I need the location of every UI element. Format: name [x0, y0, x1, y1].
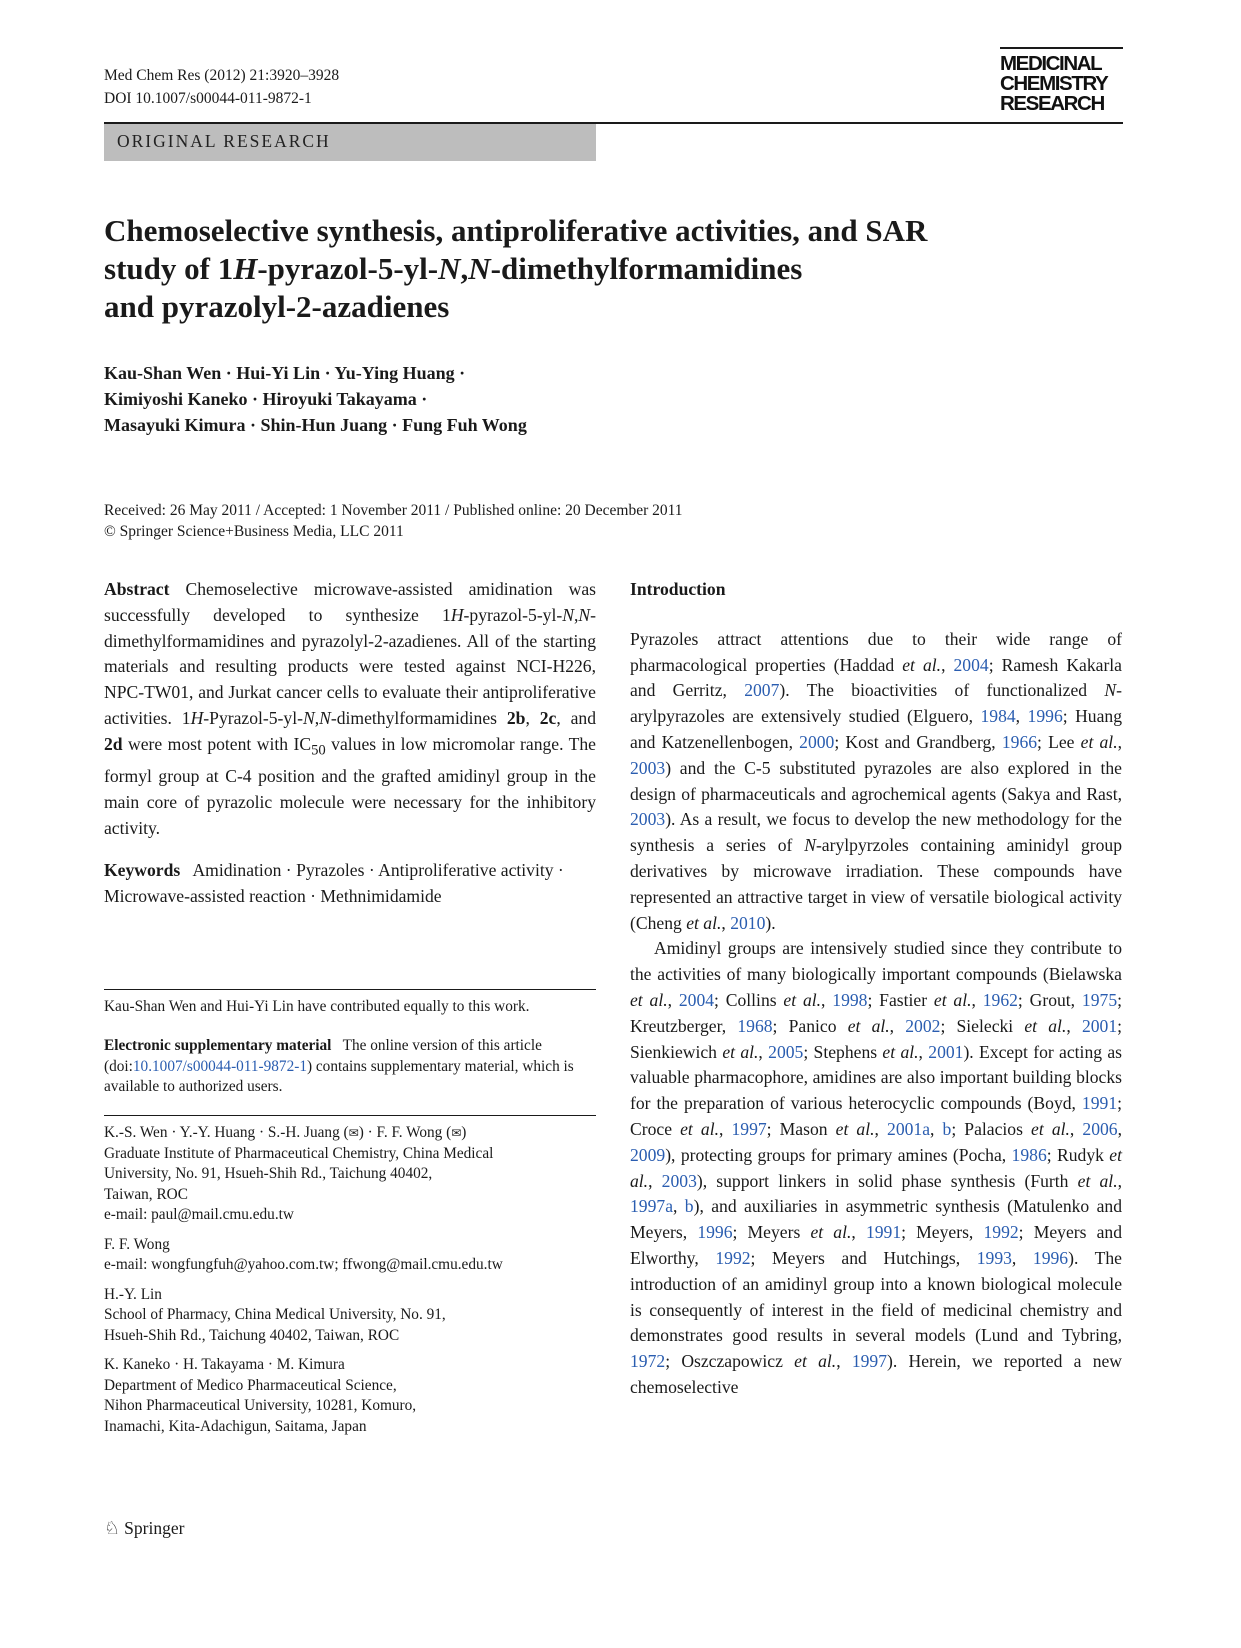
introduction-text: ; Rudyk: [1046, 1144, 1110, 1165]
article-title: [104, 212, 1104, 326]
envelope-icon[interactable]: ✉: [451, 1126, 462, 1140]
introduction-text: ; Grout,: [1017, 989, 1082, 1010]
citation-link[interactable]: 1991: [1081, 1093, 1118, 1114]
introduction-text: ), protecting groups for primary amines (Pocha,: [665, 1144, 1012, 1165]
affiliation-line: Nihon Pharmaceutical University, 10281, Komuro,: [104, 1397, 417, 1414]
affiliation-line: Department of Medico Pharmaceutical Science,: [104, 1376, 397, 1394]
introduction-text: ; Collins: [714, 989, 784, 1010]
compound-label: 2c: [539, 707, 557, 728]
introduction-text: ,: [1117, 1118, 1122, 1139]
abstract-text: ,: [573, 604, 579, 625]
abstract: [104, 577, 596, 841]
introduction-text: ,: [836, 1351, 852, 1372]
introduction-text: ), support linkers in solid phase synthesis (Furth: [696, 1170, 1078, 1191]
introduction-text: ). The introduction of an amidinyl group into a known biological molecule is consequently of interest in the field of medicinal chemistry and demonstrates good results in several models (Lund and Tybring,: [630, 1247, 1122, 1346]
right-column: [630, 577, 1122, 1401]
introduction-text: et al.: [630, 1144, 1122, 1191]
citation-link[interactable]: 1991: [865, 1222, 902, 1243]
introduction-text: ,: [673, 1196, 685, 1217]
footnote-rule: [104, 989, 596, 990]
introduction-text: ; Croce: [630, 1093, 1122, 1139]
introduction-text: Pyrazoles attract attentions due to their wide range of pharmacological properties (Haddad: [630, 628, 1122, 675]
journal-logo: [1000, 47, 1123, 114]
esm-note: [104, 1036, 596, 1098]
ic50-subscript: 50: [311, 742, 326, 759]
affiliation-line: Taiwan, ROC: [104, 1185, 188, 1203]
introduction-text: ; Stephens: [803, 1041, 883, 1062]
introduction-text: ,: [667, 989, 679, 1010]
affiliation-names: F. F. Wong: [104, 1235, 170, 1253]
introduction-text: et al.: [1024, 1015, 1067, 1036]
introduction-text: et al.: [835, 1118, 875, 1139]
citation-link[interactable]: 1997: [731, 1118, 767, 1139]
citation-link[interactable]: 1996: [697, 1222, 733, 1243]
affiliation-names: K. Kaneko · H. Takayama · M. Kimura: [104, 1356, 345, 1373]
publisher-name: Springer: [124, 1518, 185, 1538]
introduction-text: et al.: [1031, 1118, 1070, 1139]
introduction-text: ; Fastier: [867, 989, 934, 1010]
introduction-text: ,: [821, 989, 833, 1010]
introduction-text: Amidinyl groups are intensively studied since they contribute to the activities of many biologically important compounds (Bielawska: [630, 938, 1122, 985]
citation-link[interactable]: 1968: [737, 1015, 773, 1036]
introduction-text: ,: [758, 1041, 769, 1062]
introduction-text: ; Mason: [766, 1118, 836, 1139]
introduction-text: ; Meyers and Hutchings,: [750, 1247, 977, 1268]
abstract-text: -dimethylformamidines: [330, 707, 507, 728]
introduction-text: ). Except for acting as valuable pharmacophore, amidines are also important building blocks for the preparation of various heterocyclic compounds (Boyd,: [630, 1041, 1123, 1114]
affiliation-name: ) · F. F. Wong (: [358, 1124, 452, 1141]
introduction-text: ; Huang and Katzenellenbogen,: [630, 706, 1122, 752]
introduction-text: et al.: [783, 989, 822, 1010]
citation-link[interactable]: 1986: [1011, 1144, 1047, 1165]
introduction-text: ,: [718, 1118, 732, 1139]
introduction-text: ,: [874, 1118, 888, 1139]
citation-link[interactable]: 1962: [982, 989, 1018, 1010]
history-dates: Received: 26 May 2011 / Accepted: 1 November 2011 / Published online: 20 December 2011: [104, 502, 683, 519]
citation-link[interactable]: 2004: [953, 654, 989, 675]
abstract-heading: Abstract: [104, 579, 170, 599]
logo-rule: [1000, 47, 1123, 49]
author-line: Kau-Shan Wen · Hui-Yi Lin · Yu-Ying Huang ·: [104, 363, 466, 383]
introduction-text: et al.: [902, 654, 942, 675]
introduction-text: ) and the C-5 substituted pyrazoles are also explored in the design of pharmaceuticals and agrochemical agents (Sakya and Rast,: [630, 757, 1122, 804]
esm-heading: Electronic supplementary material: [104, 1037, 332, 1054]
affiliation-line: Hsueh-Shih Rd., Taichung 40402, Taiwan, ROC: [104, 1326, 400, 1344]
introduction-text: et al.: [630, 989, 668, 1010]
introduction-text: ).: [765, 912, 776, 933]
introduction-text: ; Kost and Grandberg,: [834, 731, 1002, 752]
citation-link[interactable]: 2010: [730, 912, 766, 933]
citation-link[interactable]: 1972: [630, 1351, 666, 1372]
affiliation-name: ): [461, 1124, 467, 1141]
author-list: [104, 360, 804, 438]
abstract-text: -dimethylformamidines and pyrazolyl-2-azadienes. All of the starting materials and resulting products were tested against NCI-H226, NPC-TW01, and Jurkat cancer cells to evaluate their antiproliferative activities. 1: [104, 604, 596, 728]
introduction-text: ; Meyers,: [901, 1222, 984, 1243]
keywords: [104, 858, 596, 910]
introduction-text: ), and auxiliaries in asymmetric synthesis (Matulenko and Meyers,: [630, 1196, 1123, 1243]
compound-label: 2d: [104, 733, 123, 754]
email-line: e-mail: paul@mail.cmu.edu.tw: [104, 1206, 294, 1223]
citation-link[interactable]: 1997: [851, 1351, 888, 1372]
introduction-text: -arylpyrazoles are extensively studied (Elguero,: [630, 680, 1122, 727]
introduction-text: ,: [1117, 731, 1122, 752]
affiliation-names: [104, 1123, 596, 1144]
introduction-text: ,: [930, 1118, 943, 1139]
introduction-text: ; Sielecki: [940, 1015, 1025, 1036]
citation-link[interactable]: 2001: [1081, 1015, 1118, 1036]
citation-link[interactable]: 2000: [799, 731, 835, 752]
introduction-text: ; Lee: [1037, 731, 1081, 752]
title-part: N: [438, 251, 461, 286]
author-line: Masayuki Kimura · Shin-Hun Juang · Fung Fuh Wong: [104, 415, 527, 435]
citation-link[interactable]: 2001: [928, 1041, 964, 1062]
citation-link[interactable]: 2007: [744, 680, 780, 701]
introduction-text: ; Meyers and Elworthy,: [630, 1222, 1123, 1268]
compound-label: 2b: [506, 707, 526, 728]
introduction-text: et al.: [722, 1041, 759, 1062]
citation-link[interactable]: 2002: [905, 1015, 941, 1036]
introduction-text: ; Panico: [772, 1015, 848, 1036]
abstract-text: N: [562, 604, 574, 625]
publication-dates: [104, 500, 1004, 542]
abstract-text: H: [190, 707, 204, 728]
introduction-text: ). As a result, we focus to develop the new methodology for the synthesis a series of: [630, 809, 1122, 856]
abstract-text: were most potent with IC: [122, 733, 312, 754]
citation-link[interactable]: b: [942, 1118, 952, 1139]
doi-line: DOI 10.1007/s00044-011-9872-1: [104, 90, 312, 107]
citation-link[interactable]: 1996: [1032, 1247, 1069, 1268]
affiliation-line: School of Pharmacy, China Medical University, No. 91,: [104, 1306, 446, 1323]
abstract-text: values in low micromolar range. The formyl group at C-4 position and the grafted amidinyl group in the main core of pyrazolic molecule were necessary for the inhibitory activity.: [104, 733, 596, 838]
introduction-text: ,: [941, 654, 954, 675]
esm-text: The online version of this article (doi:: [104, 1037, 542, 1075]
logo-line-2: CHEMISTRY: [1000, 72, 1108, 95]
title-part: H: [233, 251, 258, 286]
envelope-icon[interactable]: ✉: [348, 1126, 359, 1140]
introduction-text: ; Oszczapowicz: [665, 1351, 795, 1372]
introduction-text: ). The bioactivities of functionalized: [779, 680, 1105, 701]
keywords-heading: Keywords: [104, 860, 181, 881]
copyright: © Springer Science+Business Media, LLC 2011: [104, 523, 404, 540]
title-part: -dimethylformamidines: [490, 251, 803, 286]
citation-link[interactable]: 1992: [715, 1247, 751, 1268]
introduction-text: ,: [1117, 1170, 1123, 1191]
citation-link[interactable]: b: [684, 1196, 694, 1217]
citation-link[interactable]: 1975: [1081, 989, 1118, 1010]
publisher-footer: [104, 1518, 184, 1539]
left-column: [104, 577, 596, 910]
citation-link[interactable]: 1993: [976, 1247, 1012, 1268]
introduction-text: ,: [721, 912, 731, 933]
email-line: e-mail: wongfungfuh@yahoo.com.tw; ffwong@mail.cmu.edu.tw: [104, 1256, 503, 1273]
citation-link[interactable]: 2005: [768, 1041, 804, 1062]
abstract-text: -Pyrazol-5-yl-: [203, 707, 303, 728]
citation-link[interactable]: 2003: [630, 757, 666, 778]
abstract-text: , and: [556, 707, 597, 728]
citation-link[interactable]: 1992: [983, 1222, 1019, 1243]
affiliation-names: H.-Y. Lin: [104, 1285, 162, 1303]
introduction-text: et al.: [1077, 1170, 1118, 1191]
introduction-text: N: [1104, 680, 1117, 701]
title-part: study of 1: [104, 251, 234, 286]
introduction-text: ,: [648, 1170, 662, 1191]
abstract-text: N: [302, 707, 315, 728]
affiliations: [104, 1123, 596, 1437]
introduction-text: ,: [1011, 1247, 1033, 1268]
introduction-text: ,: [1069, 1118, 1083, 1139]
journal-citation: Med Chem Res (2012) 21:3920–3928: [104, 67, 340, 84]
introduction-text: et al.: [933, 989, 972, 1010]
introduction-text: et al.: [847, 1015, 890, 1036]
citation-link[interactable]: 1997a: [630, 1196, 673, 1217]
abstract-text: Chemoselective microwave-assisted amidination was successfully developed to synthesize 1: [104, 579, 596, 625]
title-part: -pyrazol-5-yl-: [257, 251, 439, 286]
abstract-text: -pyrazol-5-yl-: [463, 604, 563, 625]
introduction-text: ; Kreutzberger,: [630, 989, 1122, 1036]
title-part: N: [468, 251, 491, 286]
abstract-text: H: [450, 604, 464, 625]
esm-doi-link[interactable]: 10.1007/s00044-011-9872-1: [132, 1057, 307, 1075]
title-part: Chemoselective synthesis, antiproliferative activities, and SAR: [104, 213, 928, 248]
journal-reference: [104, 64, 339, 110]
citation-link[interactable]: 2006: [1082, 1118, 1118, 1139]
abstract-text: ,: [525, 707, 540, 728]
introduction-text: et al.: [810, 1222, 852, 1243]
introduction-text: et al.: [794, 1351, 837, 1372]
esm-text: ) contains supplementary material, which is available to authorized users.: [104, 1057, 574, 1095]
introduction-text: et al.: [1080, 731, 1118, 752]
introduction-text: ). Herein, we reported a new chemoselective: [630, 1351, 1122, 1397]
citation-link[interactable]: 1966: [1001, 731, 1038, 752]
introduction-text: ,: [1015, 706, 1028, 727]
section-label: ORIGINAL RESEARCH: [117, 131, 331, 151]
equal-contribution-note: Kau-Shan Wen and Hui-Yi Lin have contributed equally to this work.: [104, 998, 530, 1015]
introduction-text: ; Palacios: [951, 1118, 1032, 1139]
introduction-paragraph-2: [630, 936, 1122, 1400]
springer-horse-icon: ♘: [104, 1518, 121, 1539]
citation-link[interactable]: 2003: [661, 1170, 697, 1191]
introduction-text: ,: [889, 1015, 906, 1036]
introduction-text: et al.: [686, 912, 722, 933]
citation-link[interactable]: 1998: [832, 989, 868, 1010]
affiliation-name: K.-S. Wen · Y.-Y. Huang · S.-H. Juang (: [104, 1124, 349, 1141]
affiliation-line: Inamachi, Kita-Adachigun, Saitama, Japan: [104, 1417, 367, 1435]
introduction-text: ,: [851, 1222, 866, 1243]
introduction-text: ; Sienkiewich: [630, 1015, 1123, 1062]
introduction-paragraph-1: [630, 627, 1122, 937]
keywords-text: Amidination · Pyrazoles · Antiproliferative activity · Microwave-assisted reaction · Methnimidamide: [104, 860, 564, 907]
abstract-text: ,: [314, 707, 320, 728]
citation-link[interactable]: 2004: [678, 989, 715, 1010]
introduction-text: -arylpyrzoles containing aminidyl group derivatives by microwave irradiation. These compounds have represented an attractive target in view of versatile biological activity (Cheng: [630, 835, 1122, 933]
introduction-text: ,: [918, 1041, 929, 1062]
title-part: ,: [460, 251, 469, 286]
affiliation-line: Graduate Institute of Pharmaceutical Chemistry, China Medical: [104, 1144, 494, 1162]
introduction-text: ; Ramesh Kakarla and Gerritz,: [630, 654, 1122, 701]
citation-link[interactable]: 2001a: [887, 1118, 931, 1139]
footnote-rule: [104, 1115, 596, 1116]
abstract-text: N: [319, 707, 331, 728]
citation-link[interactable]: 2009: [630, 1144, 666, 1165]
introduction-text: et al.: [680, 1118, 719, 1139]
logo-line-3: RESEARCH: [1000, 92, 1104, 115]
author-line: Kimiyoshi Kaneko · Hiroyuki Takayama ·: [104, 389, 428, 409]
abstract-text: N: [578, 604, 591, 625]
introduction-text: ,: [1066, 1015, 1082, 1036]
citation-link[interactable]: 1984: [980, 706, 1016, 727]
affiliation-line: University, No. 91, Hsueh-Shih Rd., Taichung 40402,: [104, 1165, 433, 1182]
title-part: and pyrazolyl-2-azadienes: [104, 289, 450, 324]
introduction-text: N: [804, 835, 816, 856]
citation-link[interactable]: 1996: [1027, 706, 1063, 727]
introduction-text: ,: [971, 989, 983, 1010]
introduction-heading: Introduction: [630, 579, 726, 599]
logo-line-1: MEDICINAL: [1000, 52, 1102, 75]
introduction-text: et al.: [882, 1041, 919, 1062]
citation-link[interactable]: 2003: [630, 809, 666, 830]
introduction-text: ; Meyers: [732, 1222, 811, 1243]
